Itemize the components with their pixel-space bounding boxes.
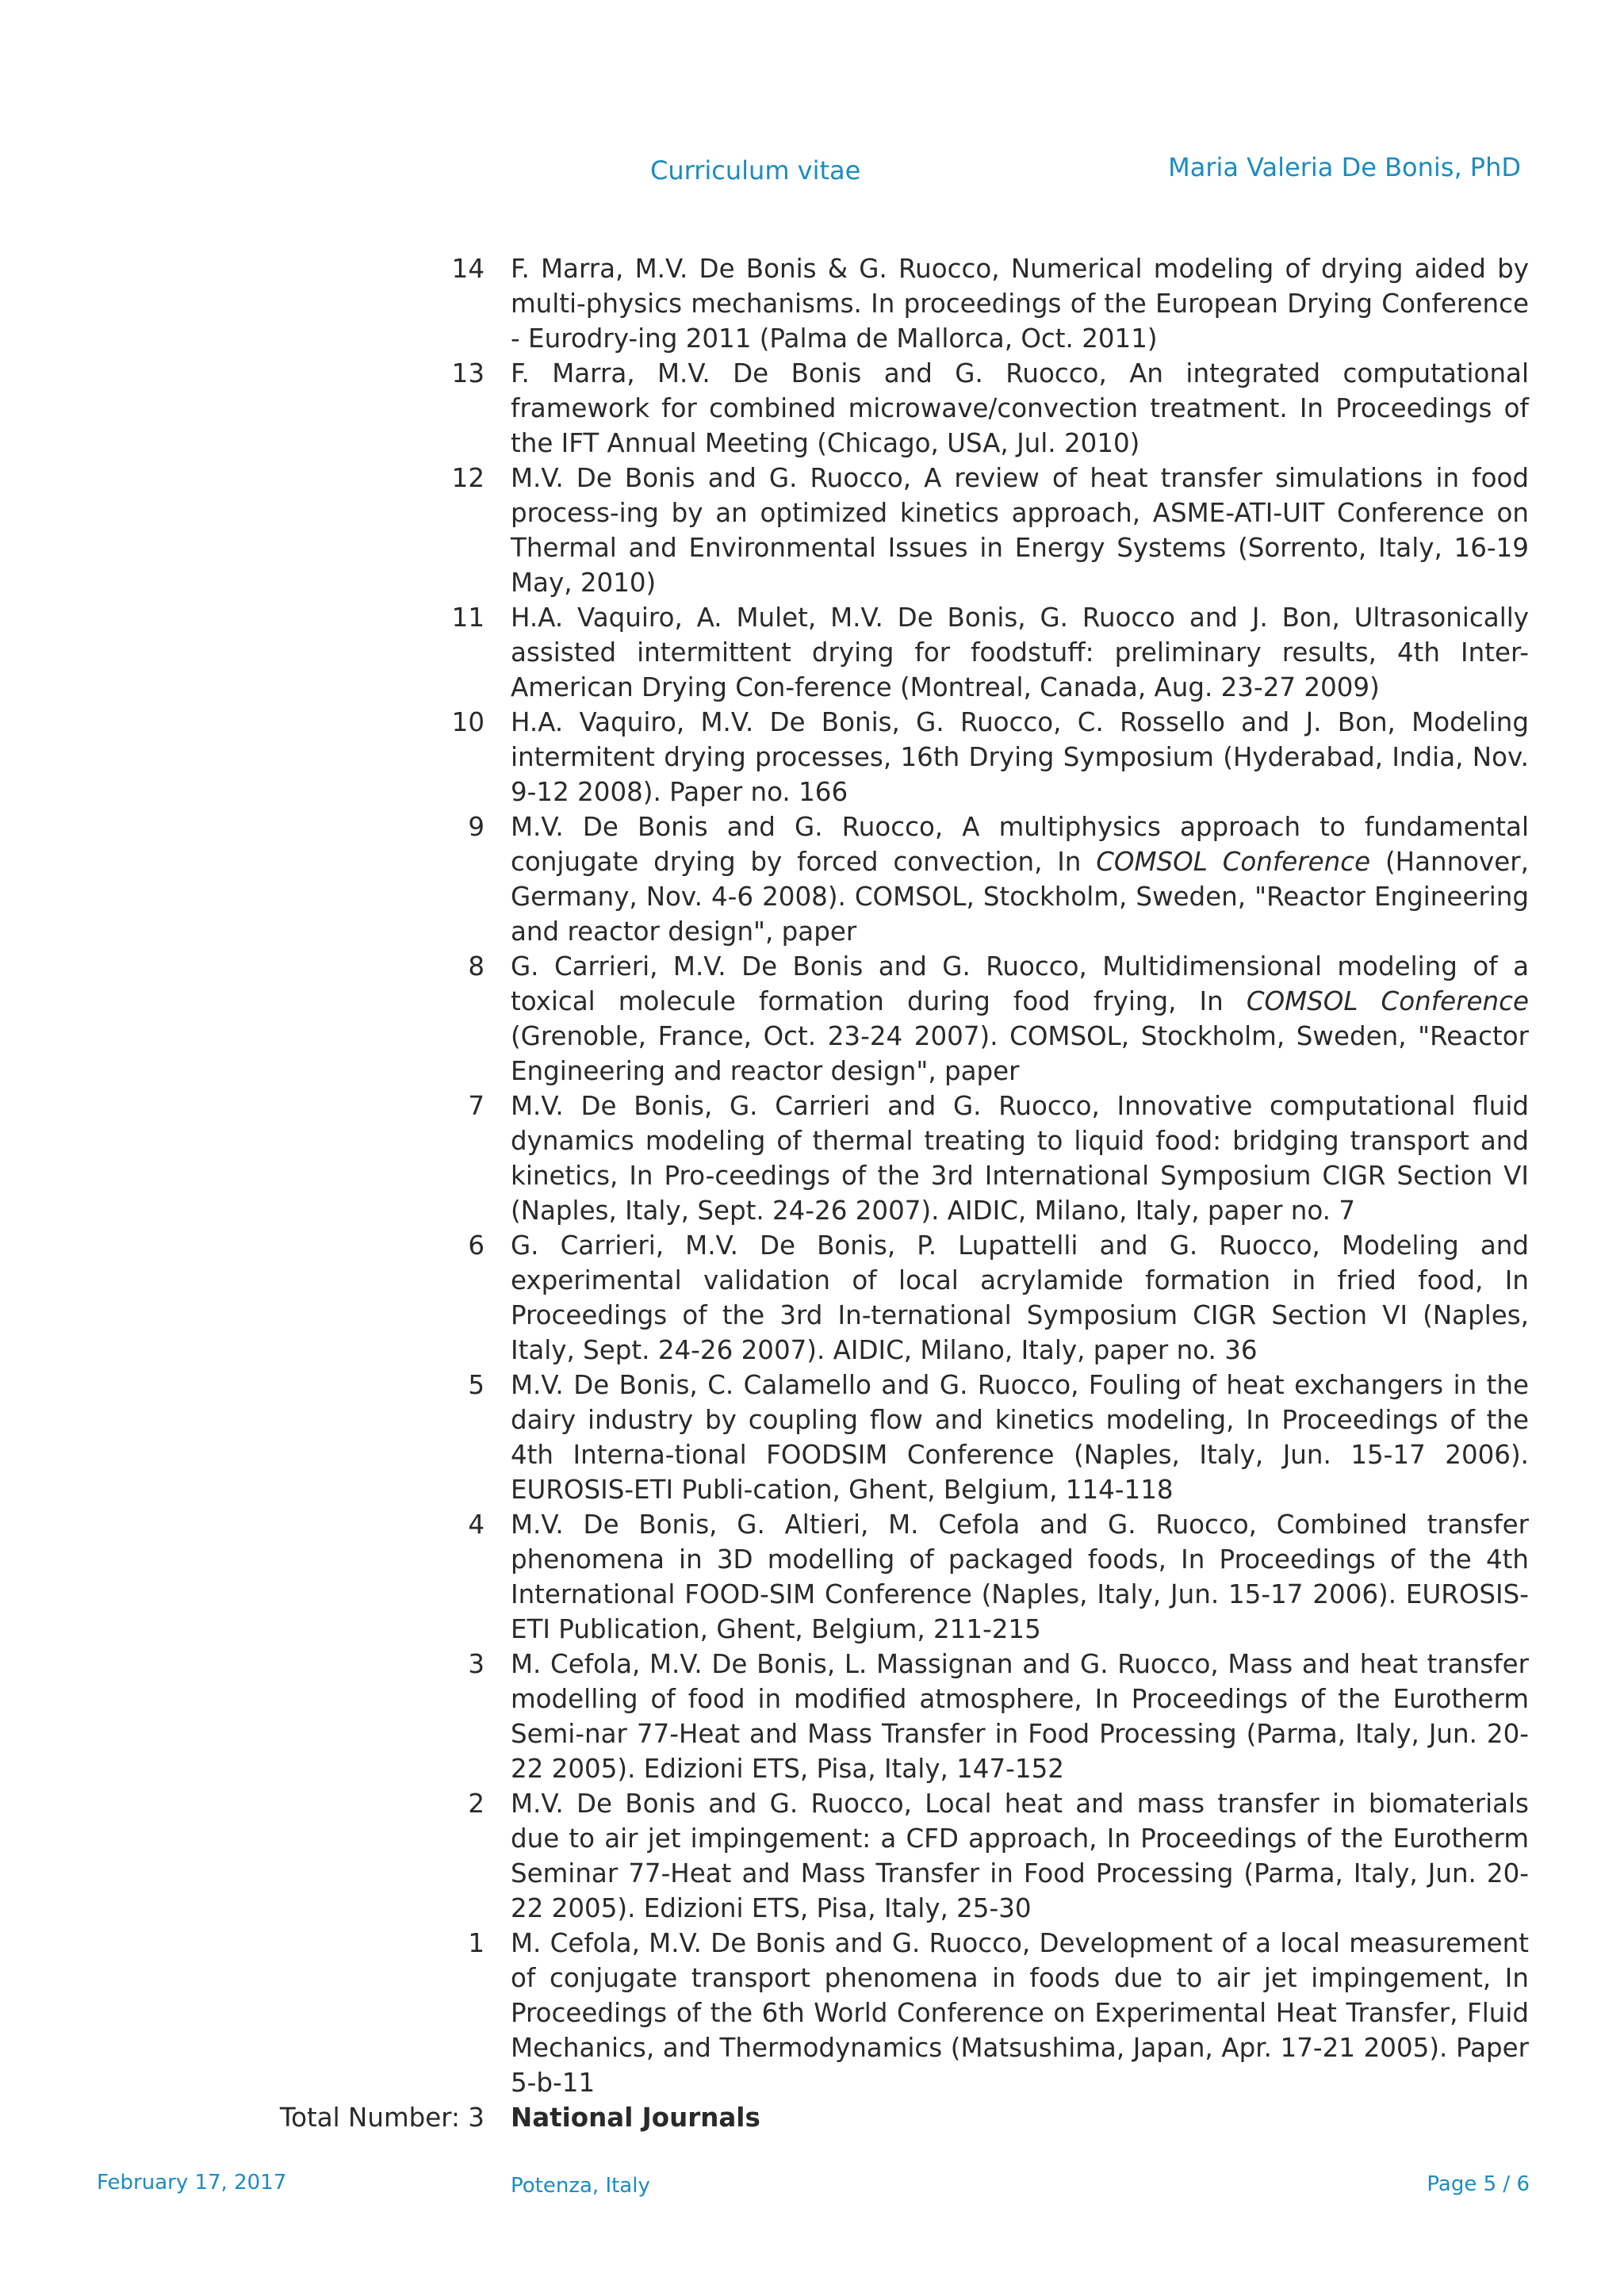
header-cv-title: Curriculum vitae (650, 155, 861, 186)
publication-entry (0, 949, 1624, 1089)
publication-entry (0, 705, 1624, 809)
entry-number: 6 (468, 1230, 485, 1261)
entry-text-end: (Hannover, Germany, Nov. 4-6 2008). COMSOL, Stockholm, Sweden, "Reactor Engineering and reactor design", paper (511, 847, 1529, 947)
entry-number: 1 (468, 1928, 485, 1958)
national-journals-row (0, 2100, 1624, 2135)
entry-text: M. Cefola, M.V. De Bonis, L. Massignan and G. Ruocco, Mass and heat transfer modelling of food in modified atmosphere, In Proceedings of the Eurotherm Semi-nar 77-Heat and Mass Transfer in Food Processing (Parma, Italy, Jun. 20-22 2005). Edizioni ETS, Pisa, Italy, 147-152 (511, 1649, 1529, 1784)
entry-number: 13 (451, 358, 485, 388)
header-author-name: Maria Valeria De Bonis, PhD (1168, 152, 1521, 182)
publication-entry (0, 1368, 1624, 1507)
publication-entry (0, 251, 1624, 356)
footer-date: February 17, 2017 (97, 2171, 287, 2195)
entry-number: 12 (451, 463, 485, 493)
entry-text: F. Marra, M.V. De Bonis and G. Ruocco, An integrated computational framework for combined microwave/convection treatment. In Proceedings of the IFT Annual Meeting (Chicago, USA, Jul. 2010) (511, 358, 1529, 458)
entry-number: 4 (468, 1510, 485, 1540)
entry-text: M.V. De Bonis, G. Carrieri and G. Ruocco, Innovative computational fluid dynamics modeling of thermal treating to liquid food: bridging transport and kinetics, In Pro-ceedings of the 3rd International Symposium CIGR Section VI (Naples, Italy, Sept. 24-26 2007). AIDIC, Milano, Italy, paper no. 7 (511, 1091, 1529, 1226)
entry-number: 2 (468, 1789, 485, 1819)
entry-number: 3 (468, 1649, 485, 1679)
conference-name: COMSOL Conference (1096, 847, 1371, 877)
entry-number: 10 (451, 707, 485, 737)
conference-name: COMSOL Conference (1246, 986, 1529, 1016)
publication-entry (0, 461, 1624, 600)
publication-entry (0, 1786, 1624, 1926)
publication-entry (0, 356, 1624, 461)
entry-text: F. Marra, M.V. De Bonis & G. Ruocco, Numerical modeling of drying aided by multi-physics mechanisms. In proceedings of the European Drying Conference - Eurodry-ing 2011 (Palma de Mallorca, Oct. 2011) (511, 254, 1529, 354)
entry-number: 11 (451, 603, 485, 633)
entry-text: M.V. De Bonis, C. Calamello and G. Ruocco, Fouling of heat exchangers in the dairy industry by coupling flow and kinetics modeling, In Proceedings of the 4th Interna-tional FOODSIM Conference (Naples, Italy, Jun. 15-17 2006). EUROSIS-ETI Publi-cation, Ghent, Belgium, 114-118 (511, 1370, 1529, 1505)
entry-text: M.V. De Bonis and G. Ruocco, Local heat and mass transfer in biomaterials due to air jet impingement: a CFD approach, In Proceedings of the Eurotherm Seminar 77-Heat and Mass Transfer in Food Processing (Parma, Italy, Jun. 20-22 2005). Edizioni ETS, Pisa, Italy, 25-30 (511, 1789, 1529, 1923)
entry-number: 14 (451, 254, 485, 284)
entry-text (511, 949, 1529, 1089)
entry-text: M.V. De Bonis and G. Ruocco, A review of heat transfer simulations in food process-ing by an optimized kinetics approach, ASME-ATI-UIT Conference on Thermal and Environmental Issues in Energy Systems (Sorrento, Italy, 16-19 May, 2010) (511, 463, 1529, 598)
entry-text: M. Cefola, M.V. De Bonis and G. Ruocco, Development of a local measurement of conjugate transport phenomena in foods due to air jet impingement, In Proceedings of the 6th World Conference on Experimental Heat Transfer, Fluid Mechanics, and Thermodynamics (Matsushima, Japan, Apr. 17-21 2005). Paper 5-b-11 (511, 1928, 1529, 2098)
section-title-national-journals: National Journals (511, 2103, 760, 2133)
entry-text: G. Carrieri, M.V. De Bonis, P. Lupattelli and G. Ruocco, Modeling and experimental validation of local acrylamide formation in fried food, In Proceedings of the 3rd In-ternational Symposium CIGR Section VI (Naples, Italy, Sept. 24-26 2007). AIDIC, Milano, Italy, paper no. 36 (511, 1230, 1529, 1365)
publication-entry (0, 1507, 1624, 1647)
footer-page-number: Page 5 / 6 (1427, 2172, 1530, 2196)
entry-number: 7 (468, 1091, 485, 1121)
publication-entry (0, 1228, 1624, 1368)
publication-entry (0, 600, 1624, 705)
publication-entry (0, 1089, 1624, 1228)
publication-entry (0, 809, 1624, 949)
footer-place: Potenza, Italy (511, 2174, 650, 2198)
entry-number: 8 (468, 951, 485, 982)
entry-number: 5 (468, 1370, 485, 1400)
entry-text-start: G. Carrieri, M.V. De Bonis and G. Ruocco, Multidimensional modeling of a toxical molecule formation during food frying, In (511, 951, 1529, 1016)
entry-text-end: (Grenoble, France, Oct. 23-24 2007). COMSOL, Stockholm, Sweden, "Reactor Engineering and reactor design", paper (511, 1021, 1529, 1086)
entry-text (511, 809, 1529, 949)
total-number-label: Total Number: 3 (279, 2103, 485, 2133)
publication-entry (0, 1926, 1624, 2100)
entry-text: M.V. De Bonis, G. Altieri, M. Cefola and G. Ruocco, Combined transfer phenomena in 3D modelling of packaged foods, In Proceedings of the 4th International FOOD-SIM Conference (Naples, Italy, Jun. 15-17 2006). EUROSIS-ETI Publication, Ghent, Belgium, 211-215 (511, 1510, 1529, 1644)
entry-text-start: M.V. De Bonis and G. Ruocco, A multiphysics approach to fundamental conjugate drying by forced convection, In (511, 812, 1529, 877)
entry-number: 9 (468, 812, 485, 842)
conference-proceedings-list (0, 251, 1624, 2135)
entry-text: H.A. Vaquiro, M.V. De Bonis, G. Ruocco, C. Rossello and J. Bon, Modeling intermitent drying processes, 16th Drying Symposium (Hyderabad, India, Nov. 9-12 2008). Paper no. 166 (511, 707, 1529, 807)
entry-text: H.A. Vaquiro, A. Mulet, M.V. De Bonis, G. Ruocco and J. Bon, Ultrasonically assisted intermittent drying for foodstuff: preliminary results, 4th Inter-American Drying Con-ference (Montreal, Canada, Aug. 23-27 2009) (511, 603, 1529, 702)
publication-entry (0, 1647, 1624, 1786)
